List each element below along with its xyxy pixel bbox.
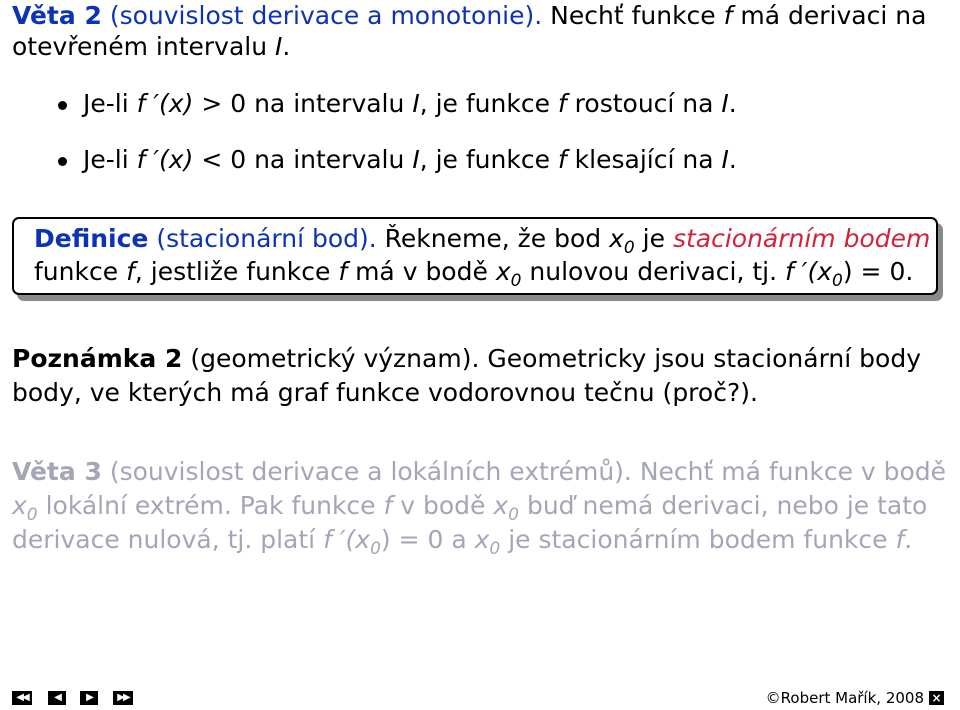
close-icon[interactable]: × <box>929 691 944 705</box>
theorem2-text-end: má derivaci na <box>740 1 927 30</box>
definition-x2-var: x <box>495 257 511 286</box>
bullet-post: rostoucí na <box>574 89 714 118</box>
definition-f: f <box>126 257 135 286</box>
bullet-marker <box>58 157 67 166</box>
theorem2-dot: . <box>282 32 291 61</box>
nav-prev-icon[interactable]: ◀ <box>48 691 66 705</box>
bullet-mid: na intervalu <box>254 89 405 118</box>
definition-x <box>609 224 635 258</box>
bullet-pre: Je-li <box>83 89 129 118</box>
definition-f2: f <box>338 257 348 286</box>
definition-line1 <box>34 223 931 258</box>
theorem3-dot: . <box>904 525 913 554</box>
bullet-interval: I <box>412 145 420 174</box>
bullet-relation: < 0 <box>201 145 247 174</box>
theorem3-subtitle: (souvislost derivace a lokálních extrémů). <box>109 457 632 486</box>
theorem3-text7: je stacionárním bodem funkce <box>508 525 888 554</box>
definition-line2 <box>34 256 914 291</box>
theorem2-text2: otevřeném intervalu <box>12 32 268 61</box>
theorem3-text4: buď nemá derivaci, nebo je tato <box>526 491 928 520</box>
note2-text2: body, ve kterých má graf funkce vodorovnou tečnu (proč?). <box>12 378 758 407</box>
bullet-dot: . <box>728 145 737 174</box>
theorem2-text: Nechť funkce <box>550 1 716 30</box>
definition-title: Definice <box>34 224 149 253</box>
bullet-mid2: , je funkce <box>419 89 550 118</box>
definition-fprime: f ′(x <box>785 257 833 286</box>
theorem3-x-var: x <box>12 491 27 520</box>
theorem3-x-sub: 0 <box>26 505 38 525</box>
bullet-interval2: I <box>721 89 729 118</box>
definition-x-sub: 0 <box>623 238 635 258</box>
theorem3-x3-var: x <box>474 525 490 554</box>
theorem3-x <box>12 491 38 525</box>
theorem2-f: f <box>723 1 733 30</box>
bullet-derivative: f ′(x) <box>136 145 194 174</box>
nav-first-icon[interactable]: ◀◀ <box>12 691 32 705</box>
definition-x2-sub: 0 <box>510 271 522 291</box>
theorem2-interval: I <box>275 32 283 61</box>
theorem3-line2 <box>12 490 928 525</box>
theorem2-title: Věta 2 <box>12 1 102 30</box>
theorem3-x2-sub: 0 <box>508 505 519 525</box>
theorem3-fprime-sub: 0 <box>370 539 381 559</box>
theorem3-line3 <box>12 524 913 559</box>
theorem3-text6: ) = 0 a <box>380 525 467 554</box>
definition-text4: , jestliže funkce <box>134 257 331 286</box>
bullet-interval2: I <box>721 145 729 174</box>
bullet-mid2: , je funkce <box>419 145 550 174</box>
theorem3-fprime: f ′(x <box>323 525 371 554</box>
theorem3-text2: lokální extrém. Pak funkce <box>45 491 376 520</box>
theorem3-text1: Nechť má funkce v bodě <box>639 457 947 486</box>
bullet-f: f <box>557 89 567 118</box>
bullet-marker <box>58 101 67 110</box>
theorem3-text3: v bodě <box>400 491 486 520</box>
bullet-derivative: f ′(x) <box>136 89 194 118</box>
definition-fprime-sub: 0 <box>832 271 843 291</box>
note2-line1 <box>12 343 921 375</box>
bullet-item <box>83 88 737 120</box>
note2-line2 <box>12 377 758 409</box>
theorem3-f: f <box>383 491 393 520</box>
bullet-post: klesající na <box>574 145 714 174</box>
theorem3-x3-sub: 0 <box>489 539 501 559</box>
definition-text1: Řekneme, že bod <box>384 224 602 253</box>
theorem2-subtitle: (souvislost derivace a monotonie). <box>109 1 543 30</box>
bullet-interval: I <box>412 89 420 118</box>
bullet-item <box>83 144 737 176</box>
theorem3-f2: f <box>895 525 905 554</box>
note2-subtitle: (geometrický význam). <box>190 344 480 373</box>
definition-term: stacionárním bodem <box>672 224 931 253</box>
bullet-relation: > 0 <box>201 89 247 118</box>
definition-x-var: x <box>609 224 624 253</box>
bullet-f: f <box>557 145 567 174</box>
definition-close: ) = 0. <box>842 257 914 286</box>
note2-text1: Geometricky jsou stacionární body <box>487 344 921 373</box>
bullet-dot: . <box>728 89 737 118</box>
nav-next-icon[interactable]: ▶ <box>80 691 98 705</box>
theorem3-text5: derivace nulová, tj. platí <box>12 525 316 554</box>
note2-title: Poznámka 2 <box>12 344 183 373</box>
theorem3-x2-var: x <box>493 491 509 520</box>
theorem3-line1 <box>12 456 946 488</box>
definition-subtitle: (stacionární bod). <box>156 224 377 253</box>
theorem3-x2 <box>493 491 519 525</box>
definition-x2 <box>495 257 522 291</box>
definition-text2: je <box>642 224 665 253</box>
nav-last-icon[interactable]: ▶▶ <box>113 691 133 705</box>
footer-copyright: ©Robert Mařík, 2008 <box>765 689 924 707</box>
bullet-pre: Je-li <box>83 145 129 174</box>
definition-text3: funkce <box>34 257 119 286</box>
theorem3-title: Věta 3 <box>12 457 102 486</box>
theorem2-line1 <box>12 0 926 32</box>
theorem2-line2 <box>12 31 290 63</box>
definition-text5: má v bodě <box>355 257 488 286</box>
definition-text6: nulovou derivaci, tj. <box>529 257 778 286</box>
theorem3-x3 <box>474 525 501 559</box>
bullet-mid: na intervalu <box>254 145 405 174</box>
